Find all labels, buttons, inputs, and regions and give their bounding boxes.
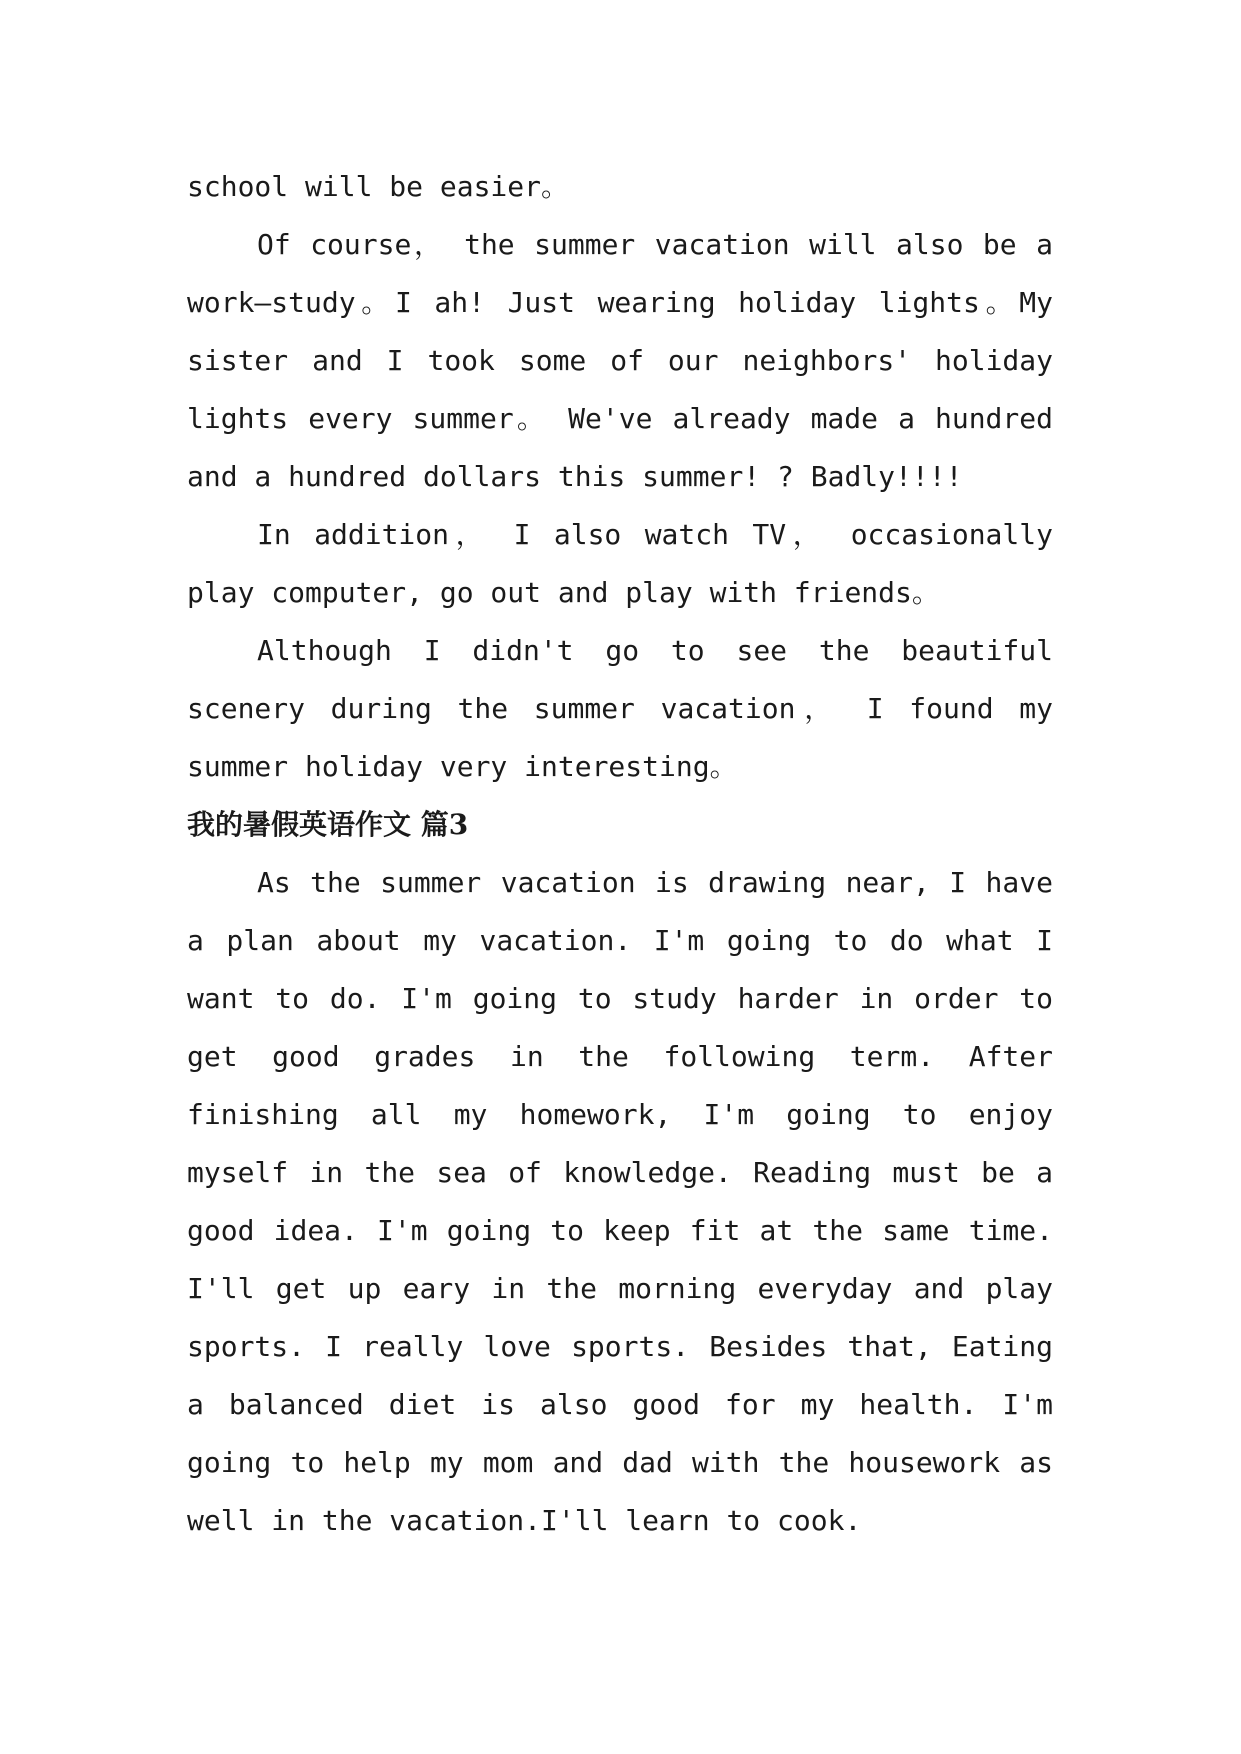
paragraph-although: Although I didn't go to see the beautiful scenery during the summer vacation， I found my summer holiday very interesting。 [187, 634, 1053, 783]
paragraph-in-addition: In addition， I also watch TV， occasionally play computer, go out and play with friends。 [187, 518, 1053, 609]
paragraph-vacation-plan: As the summer vacation is drawing near, I have a plan about my vacation. I'm going to do what I want to do. I'm going to study harder in order to get good grades in the following term. After finishing all my homework, I'm going to enjoy myself in the sea of knowledge. Reading must be a good idea. I'm going to keep fit at the same time. I'll get up eary in the morning everyday and play sports. I really love sports. Besides that, Eating a balanced diet is also good for my health. I'm going to help my mom and dad with the housework as well in the vacation.I'll learn to cook. [187, 866, 1053, 1537]
section-heading: 我的暑假英语作文 篇3 [187, 808, 469, 841]
paragraph-continuation: school will be easier。 [187, 170, 570, 203]
document-page [187, 158, 1053, 1550]
paragraph-work-study: Of course， the summer vacation will also be a work—study。I ah! Just wearing holiday lights。My sister and I took some of our neighbors' holiday lights every summer。 We've already made a hundred and a hundred dollars this summer! ? Badly!!!! [187, 228, 1053, 493]
